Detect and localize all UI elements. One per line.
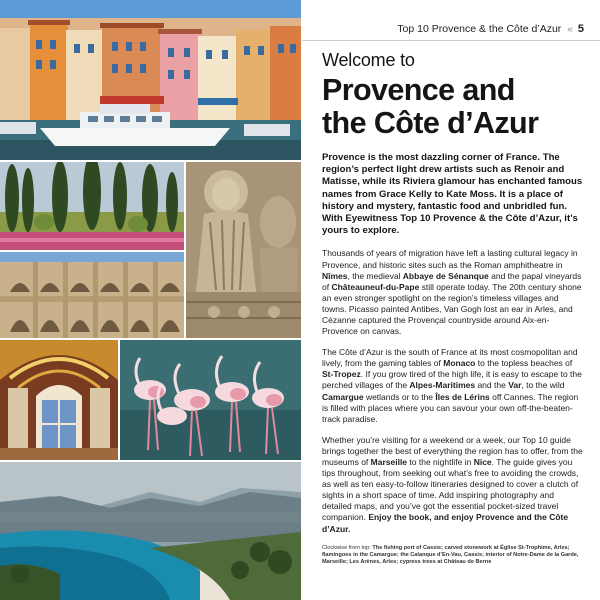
title-line-1: Provence and	[322, 73, 515, 107]
text-run: to the topless beaches of	[475, 358, 573, 369]
bold-text-run: Nice	[473, 457, 492, 468]
title-line-2: the Côte d’Azur	[322, 106, 539, 140]
running-header	[302, 18, 584, 40]
photo-cypress-trees	[0, 162, 184, 250]
paragraph-history	[322, 248, 584, 337]
photo-notre-dame-interior	[0, 340, 118, 460]
bold-text-run: Châteauneuf-du-Pape	[331, 281, 420, 292]
bold-text-run: Nîmes	[322, 270, 348, 281]
text-run: still operate today. The 20th century shone an even stronger spotlight on the region’s timeless villages and towns. Picasso painted Antibes, Van Gogh lost an ear in Arles, and Cézanne captured the Provençal countryside around Aix-en-Provence on canvas.	[322, 281, 582, 337]
page-number: 5	[577, 23, 584, 35]
photo-carved-stonework	[186, 162, 301, 338]
text-run: to the nightlife in	[407, 457, 474, 468]
text-run: off Cannes. The region is filled with places where you can savour your own off-the-beaten-track paradise.	[322, 391, 579, 424]
bold-text-run: Abbaye de Sénanque	[402, 270, 489, 281]
bold-text-run: Var	[508, 380, 522, 391]
photo-calanque-en-vau	[0, 462, 301, 600]
header-section-title: Top 10 Provence & the Côte d’Azur	[397, 23, 562, 35]
bold-text-run: St-Tropez	[322, 369, 361, 380]
bold-text-run: Enjoy the book, and enjoy Provence and the Côte d’Azur.	[322, 512, 569, 534]
text-run: , the medieval	[347, 270, 403, 281]
paragraph-cote-dazur	[322, 347, 584, 425]
text-run: , to the wild	[521, 380, 565, 391]
text-run: Whether you’re visiting for a weekend or a week, our Top 10 guide brings together the best of everything the region has to offer, from the museums of	[322, 434, 583, 468]
photo-cassis-harbour	[0, 0, 301, 160]
bold-text-run: Monaco	[443, 358, 476, 369]
chevron-left-icon: «	[567, 23, 573, 35]
intro-paragraph: Provence is the most dazzling corner of France. The region’s perfect light drew artists such as Renoir and Matisse, while its Riviera glamour has enchanted famous names from Grace Kelly to Kate Moss. It is a place of history and mystery, fantastic food and unbridled fun. With Eyewitness Top 10 Provence & the Côte d’Azur, it’s yours to explore.	[322, 152, 583, 237]
bold-text-run: Îles de Lérins	[435, 391, 490, 402]
text-run: . The guide gives you tips throughout, from seeking out what’s free to avoiding the crowds, as well as ten easy-to-follow itineraries designed to cover a clutch of sights in a short space of time. Add inspiring photography and detailed maps, and you’ve got the essential pocket-sized travel companion.	[322, 457, 579, 523]
photo-flamingoes	[120, 340, 301, 460]
bold-text-run: The fishing port of Cassis; carved stonework at Église St-Trophime, Arles; flamingoes in the Camargue; the Calanque d’En-Vau, Cassis; interior of Notre-Dame de la Garde, Marseille; Les Arènes, Arles; cypress trees at Château de Berne	[322, 545, 579, 566]
text-run: Clockwise from top:	[322, 545, 373, 551]
article-content	[322, 50, 584, 545]
text-run: and the papal vineyards of	[322, 270, 582, 292]
page-title	[322, 74, 584, 140]
paragraph-guide	[322, 435, 584, 535]
text-run: . If you grow tired of the high life, it is easy to escape to the perched villages of the	[322, 369, 582, 391]
text-run: wetlands or to the	[363, 391, 436, 402]
text-run: The Côte d’Azur is the south of France at its most cosmopolitan and lively, from the gaming tables of	[322, 347, 578, 369]
bold-text-run: Alpes-Maritimes	[409, 380, 476, 391]
header-divider	[302, 40, 600, 41]
bold-text-run: Camargue	[322, 391, 364, 402]
text-run: and the	[475, 380, 509, 391]
text-run: Thousands of years of migration have left a lasting cultural legacy in Provence, and historic sites such as the Roman amphitheatre in	[322, 248, 578, 270]
photo-les-arenes	[0, 252, 184, 338]
title-kicker: Welcome to	[322, 50, 415, 70]
bold-text-run: Marseille	[370, 457, 408, 468]
photo-caption	[322, 545, 584, 567]
